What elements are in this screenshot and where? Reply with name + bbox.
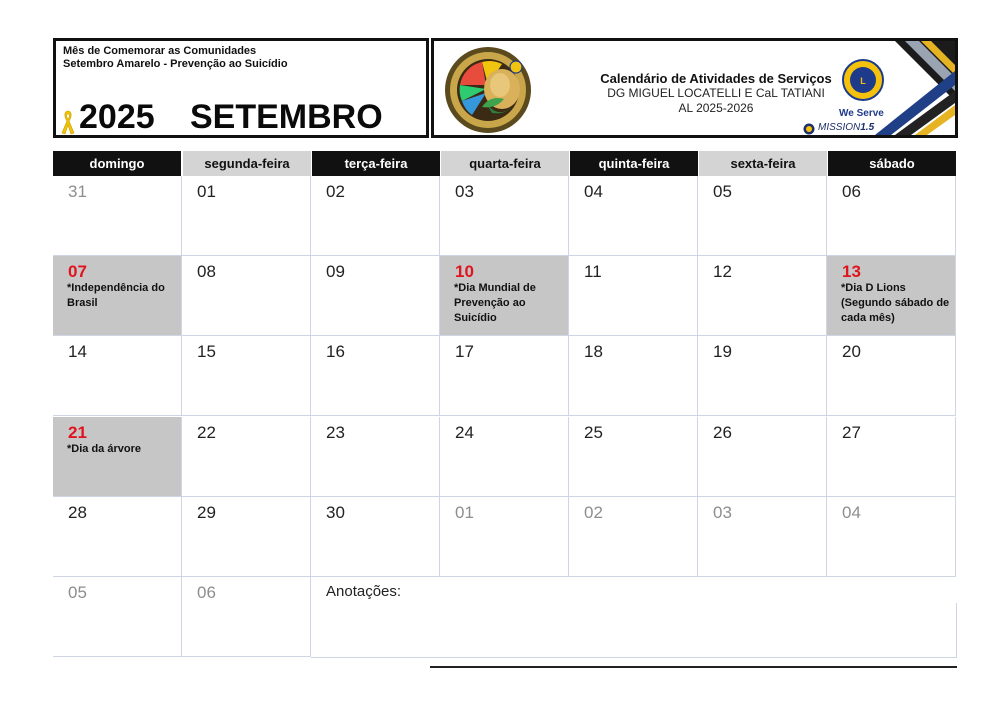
- day-number: 12: [713, 262, 732, 281]
- calendar-day-cell[interactable]: [569, 417, 698, 497]
- calendar-day-cell[interactable]: [440, 176, 569, 256]
- calendar-day-cell[interactable]: [440, 497, 569, 577]
- footer-divider-line: [430, 666, 957, 668]
- day-event-text: *Dia D Lions (Segundo sábado de cada mês): [841, 282, 950, 324]
- day-number: 16: [326, 342, 345, 361]
- day-number: 09: [326, 262, 345, 281]
- day-number: 18: [584, 342, 603, 361]
- calendar-day-cell[interactable]: [53, 336, 182, 416]
- day-number: 03: [455, 182, 474, 201]
- calendar-day-cell[interactable]: [311, 256, 440, 336]
- day-number: 10: [455, 262, 474, 281]
- day-number: 06: [842, 182, 861, 201]
- calendar-day-cell[interactable]: [182, 176, 311, 256]
- year-title: 2025: [79, 98, 155, 136]
- weekday-header: quarta-feira: [441, 151, 569, 176]
- we-serve-motto: We Serve: [839, 108, 884, 119]
- day-number: 11: [584, 262, 602, 281]
- calendar-day-cell[interactable]: [827, 256, 956, 336]
- day-number: 29: [197, 503, 216, 522]
- day-number: 06: [197, 583, 216, 602]
- day-number: 02: [326, 182, 345, 201]
- day-number: 31: [68, 182, 87, 201]
- day-number: 04: [584, 182, 603, 201]
- day-number: 22: [197, 423, 216, 442]
- district-seal-logo-icon: [442, 45, 534, 135]
- calendar-day-cell[interactable]: [827, 417, 956, 497]
- lions-year: AL 2025-2026: [678, 101, 754, 115]
- day-number: 05: [68, 583, 87, 602]
- calendar-day-cell[interactable]: [440, 336, 569, 416]
- day-number: 02: [584, 503, 603, 522]
- calendar-day-cell[interactable]: [182, 497, 311, 577]
- calendar-day-cell[interactable]: [698, 256, 827, 336]
- calendar-day-cell[interactable]: [182, 336, 311, 416]
- calendar-day-cell[interactable]: [53, 577, 182, 657]
- calendar-day-cell[interactable]: [440, 256, 569, 336]
- calendar-day-cell[interactable]: [569, 176, 698, 256]
- day-number: 30: [326, 503, 345, 522]
- notes-area[interactable]: [311, 577, 957, 658]
- calendar-day-cell[interactable]: [53, 176, 182, 256]
- day-event-text: *Dia da árvore: [67, 443, 141, 455]
- calendar-day-cell[interactable]: [182, 577, 311, 657]
- day-number: 28: [68, 503, 87, 522]
- calendar-day-cell[interactable]: [827, 497, 956, 577]
- lions-international-logo-icon: [842, 59, 884, 101]
- calendar-day-cell[interactable]: [311, 336, 440, 416]
- calendar-day-cell[interactable]: [698, 336, 827, 416]
- governor-names: DG MIGUEL LOCATELLI E CaL TATIANI: [607, 86, 825, 100]
- day-number: 07: [68, 262, 87, 281]
- day-number: 01: [455, 503, 474, 522]
- day-number: 25: [584, 423, 603, 442]
- calendar-day-cell[interactable]: [311, 417, 440, 497]
- calendar-day-cell[interactable]: [53, 417, 182, 497]
- header-right-panel: [431, 38, 958, 138]
- day-number: 04: [842, 503, 861, 522]
- calendar-day-cell[interactable]: [311, 176, 440, 256]
- header-subtitle-line2: Setembro Amarelo - Prevenção ao Suicídio: [63, 58, 288, 70]
- lions-mini-logo-icon: [803, 123, 815, 135]
- mission-logo-text: MISSION1.5: [818, 122, 875, 133]
- calendar-day-cell[interactable]: [698, 176, 827, 256]
- calendar-day-cell[interactable]: [698, 417, 827, 497]
- day-number: 08: [197, 262, 216, 281]
- calendar-day-cell[interactable]: [569, 336, 698, 416]
- notes-border: [956, 603, 957, 658]
- day-number: 13: [842, 262, 861, 281]
- weekday-header: quinta-feira: [570, 151, 698, 176]
- calendar-day-cell[interactable]: [569, 256, 698, 336]
- calendar-day-cell[interactable]: [53, 256, 182, 336]
- calendar-day-cell[interactable]: [440, 417, 569, 497]
- calendar-day-cell[interactable]: [827, 336, 956, 416]
- notes-label: Anotações:: [326, 583, 402, 600]
- calendar-day-cell[interactable]: [569, 497, 698, 577]
- header-subtitle-line1: Mês de Comemorar as Comunidades: [63, 45, 257, 57]
- svg-text:L: L: [860, 76, 866, 86]
- day-number: 19: [713, 342, 732, 361]
- weekday-header: sexta-feira: [699, 151, 827, 176]
- day-number: 27: [842, 423, 861, 442]
- calendar-heading: Calendário de Atividades de Serviços: [600, 71, 832, 86]
- weekday-header: sábado: [828, 151, 956, 176]
- calendar-day-cell[interactable]: [311, 497, 440, 577]
- calendar-day-cell[interactable]: [182, 256, 311, 336]
- decorative-stripes-icon: [875, 41, 955, 135]
- day-number: 23: [326, 423, 345, 442]
- calendar-day-cell[interactable]: [182, 417, 311, 497]
- yellow-ribbon-icon: [61, 109, 75, 135]
- day-number: 01: [197, 182, 216, 201]
- header-left-panel: [53, 38, 429, 138]
- day-number: 05: [713, 182, 732, 201]
- calendar-day-cell[interactable]: [827, 176, 956, 256]
- calendar-day-cell[interactable]: [53, 497, 182, 577]
- weekday-header: segunda-feira: [183, 151, 311, 176]
- day-number: 15: [197, 342, 216, 361]
- day-number: 24: [455, 423, 474, 442]
- weekday-header: terça-feira: [312, 151, 440, 176]
- day-number: 17: [455, 342, 474, 361]
- day-number: 20: [842, 342, 861, 361]
- weekday-header-row: [53, 151, 957, 176]
- day-number: 21: [68, 423, 87, 442]
- weekday-header: domingo: [53, 151, 181, 176]
- day-number: 26: [713, 423, 732, 442]
- month-title: SETEMBRO: [190, 98, 383, 136]
- day-number: 03: [713, 503, 732, 522]
- day-event-text: *Dia Mundial de Prevenção ao Suicídio: [454, 282, 536, 324]
- calendar-day-cell[interactable]: [698, 497, 827, 577]
- day-event-text: *Independência do Brasil: [67, 282, 165, 309]
- day-number: 14: [68, 342, 87, 361]
